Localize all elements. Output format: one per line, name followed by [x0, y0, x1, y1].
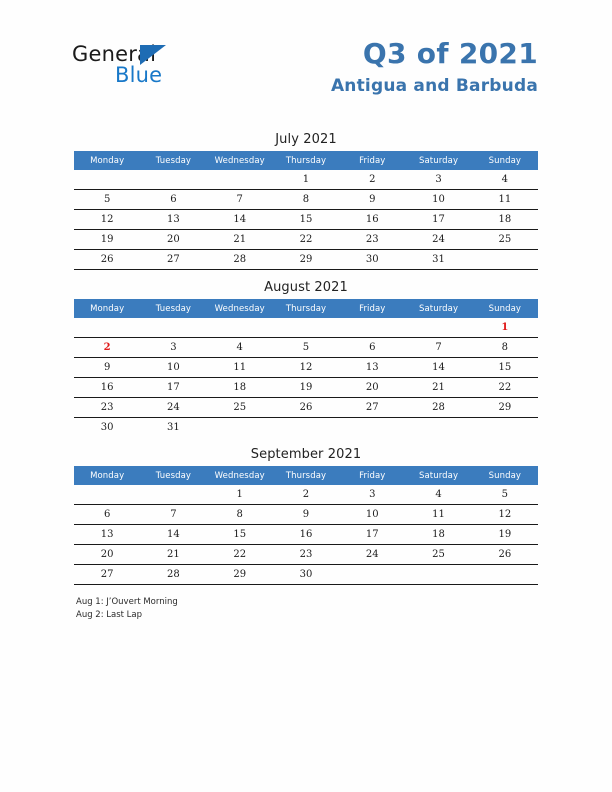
day-cell[interactable]: 8 [273, 190, 339, 210]
weekday-header-wednesday: Wednesday [207, 466, 273, 485]
day-cell[interactable]: 18 [207, 378, 273, 398]
month-title: September 2021 [250, 447, 362, 462]
day-cell[interactable]: 18 [405, 525, 471, 545]
day-cell[interactable]: 13 [74, 525, 140, 545]
holiday-note-line: Aug 2: Last Lap [76, 610, 143, 621]
day-cell[interactable]: 21 [140, 545, 206, 565]
day-cell-empty [74, 485, 140, 505]
day-cell[interactable]: 9 [273, 505, 339, 525]
day-cell[interactable]: 25 [207, 398, 273, 418]
day-cell[interactable]: 8 [207, 505, 273, 525]
day-cell[interactable]: 10 [140, 358, 206, 378]
week-row [74, 505, 538, 525]
weekday-header-monday: Monday [74, 299, 140, 318]
day-cell[interactable]: 6 [140, 190, 206, 210]
day-cell[interactable]: 13 [140, 210, 206, 230]
day-cell-empty [207, 318, 273, 338]
day-cell[interactable]: 28 [405, 398, 471, 418]
day-cell[interactable]: 25 [472, 230, 538, 250]
day-cell[interactable]: 24 [405, 230, 471, 250]
day-cell[interactable]: 26 [273, 398, 339, 418]
weekday-header-saturday: Saturday [405, 151, 471, 170]
weekday-header-friday: Friday [339, 299, 405, 318]
day-cell[interactable]: 10 [405, 190, 471, 210]
day-cell-empty [207, 418, 273, 438]
day-cell[interactable]: 12 [472, 505, 538, 525]
day-cell[interactable]: 18 [472, 210, 538, 230]
day-cell[interactable]: 2 [339, 170, 405, 190]
day-cell[interactable]: 24 [339, 545, 405, 565]
weekday-header-row [74, 151, 538, 170]
day-cell-empty [405, 565, 471, 585]
day-cell[interactable]: 1 [273, 170, 339, 190]
week-row [74, 418, 538, 438]
week-row [74, 545, 538, 565]
month-title: August 2021 [264, 280, 348, 295]
week-row [74, 250, 538, 270]
day-cell[interactable]: 1 [207, 485, 273, 505]
quarter-calendars [74, 132, 538, 595]
weekday-header-monday: Monday [74, 151, 140, 170]
day-cell[interactable]: 7 [140, 505, 206, 525]
day-cell-empty [273, 418, 339, 438]
day-cell[interactable]: 4 [405, 485, 471, 505]
week-row [74, 525, 538, 545]
day-cell[interactable]: 10 [339, 505, 405, 525]
day-cell[interactable]: 11 [207, 358, 273, 378]
day-cell[interactable]: 13 [339, 358, 405, 378]
weekday-header-thursday: Thursday [273, 466, 339, 485]
day-cell[interactable]: 17 [405, 210, 471, 230]
day-cell[interactable]: 4 [472, 170, 538, 190]
day-cell[interactable]: 19 [472, 525, 538, 545]
day-cell[interactable]: 21 [405, 378, 471, 398]
day-cell[interactable]: 25 [405, 545, 471, 565]
month-title: July 2021 [275, 132, 337, 147]
day-cell[interactable]: 30 [273, 565, 339, 585]
day-cell[interactable]: 3 [140, 338, 206, 358]
month-block [74, 447, 538, 585]
day-cell-empty [472, 250, 538, 270]
weekday-header-wednesday: Wednesday [207, 151, 273, 170]
logo-text-blue: Blue [115, 63, 163, 87]
day-cell[interactable]: 21 [207, 230, 273, 250]
day-cell[interactable]: 11 [472, 190, 538, 210]
day-cell[interactable]: 9 [339, 190, 405, 210]
day-cell[interactable]: 29 [472, 398, 538, 418]
day-cell[interactable]: 14 [140, 525, 206, 545]
day-cell[interactable]: 23 [273, 545, 339, 565]
day-cell[interactable]: 15 [273, 210, 339, 230]
logo-triangle-icon [140, 45, 166, 65]
day-cell[interactable]: 19 [74, 230, 140, 250]
month-grid [74, 151, 538, 270]
weekday-header-monday: Monday [74, 466, 140, 485]
day-cell[interactable]: 17 [339, 525, 405, 545]
day-cell[interactable]: 29 [273, 250, 339, 270]
day-cell[interactable]: 27 [140, 250, 206, 270]
weekday-header-tuesday: Tuesday [140, 466, 206, 485]
day-cell[interactable]: 27 [74, 565, 140, 585]
holiday-notes [76, 596, 178, 622]
day-cell[interactable]: 15 [207, 525, 273, 545]
day-cell-empty [339, 418, 405, 438]
day-cell-empty [405, 318, 471, 338]
country-subtitle: Antigua and Barbuda [330, 76, 538, 97]
day-cell-holiday[interactable]: 1 [472, 318, 538, 338]
day-cell-empty [339, 565, 405, 585]
day-cell[interactable]: 17 [140, 378, 206, 398]
week-row [74, 378, 538, 398]
day-cell[interactable]: 31 [167, 422, 180, 433]
week-row [74, 210, 538, 230]
day-cell[interactable]: 5 [273, 338, 339, 358]
day-cell[interactable]: 24 [140, 398, 206, 418]
day-cell-empty [472, 418, 538, 438]
weekday-header-saturday: Saturday [405, 466, 471, 485]
day-cell-empty [472, 565, 538, 585]
day-cell-empty [273, 318, 339, 338]
day-cell[interactable]: 30 [100, 422, 114, 433]
day-cell-empty [339, 318, 405, 338]
title-block [331, 38, 538, 96]
day-cell[interactable]: 8 [472, 338, 538, 358]
day-cell[interactable]: 28 [207, 250, 273, 270]
day-cell[interactable]: 26 [74, 250, 140, 270]
day-cell[interactable]: 22 [472, 378, 538, 398]
logo-text-general: General [72, 42, 157, 66]
day-cell[interactable]: 14 [405, 358, 471, 378]
day-cell[interactable]: 30 [339, 250, 405, 270]
day-cell[interactable]: 2 [273, 485, 339, 505]
day-cell[interactable]: 31 [405, 250, 471, 270]
weekday-header-saturday: Saturday [405, 299, 471, 318]
day-cell[interactable]: 28 [140, 565, 206, 585]
day-cell[interactable]: 29 [207, 565, 273, 585]
day-cell[interactable]: 16 [273, 525, 339, 545]
day-cell[interactable]: 11 [405, 505, 471, 525]
day-cell-empty [140, 485, 206, 505]
day-cell[interactable]: 9 [74, 358, 140, 378]
weekday-header-row [74, 299, 538, 318]
week-row [74, 485, 538, 505]
weekday-header-tuesday: Tuesday [140, 151, 206, 170]
day-cell-empty [74, 170, 140, 190]
month-grid [74, 466, 538, 585]
weekday-header-thursday: Thursday [273, 299, 339, 318]
day-cell[interactable]: 27 [339, 398, 405, 418]
day-cell-empty [140, 318, 206, 338]
day-cell[interactable]: 26 [472, 545, 538, 565]
month-block [74, 280, 538, 437]
holiday-note-line: Aug 1: J’Ouvert Morning [76, 597, 178, 607]
day-cell[interactable]: 6 [74, 505, 140, 525]
week-row [74, 170, 538, 190]
week-row [74, 358, 538, 378]
day-cell[interactable]: 14 [207, 210, 273, 230]
day-cell[interactable]: 20 [74, 545, 140, 565]
day-cell[interactable]: 5 [74, 190, 140, 210]
day-cell[interactable]: 20 [339, 378, 405, 398]
day-cell[interactable]: 20 [140, 230, 206, 250]
day-cell[interactable]: 22 [207, 545, 273, 565]
day-cell[interactable]: 6 [339, 338, 405, 358]
weekday-header-sunday: Sunday [472, 151, 538, 170]
day-cell[interactable]: 7 [405, 338, 471, 358]
day-cell[interactable]: 22 [273, 230, 339, 250]
general-blue-logo [72, 42, 282, 92]
weekday-header-wednesday: Wednesday [207, 299, 273, 318]
day-cell-empty [207, 170, 273, 190]
day-cell[interactable]: 15 [472, 358, 538, 378]
weekday-header-thursday: Thursday [273, 151, 339, 170]
week-row [74, 190, 538, 210]
week-row [74, 230, 538, 250]
day-cell[interactable]: 3 [405, 170, 471, 190]
day-cell[interactable]: 5 [472, 485, 538, 505]
day-cell-holiday[interactable]: 2 [74, 338, 140, 358]
weekday-header-sunday: Sunday [472, 299, 538, 318]
day-cell[interactable]: 16 [74, 378, 140, 398]
week-row [74, 565, 538, 585]
day-cell[interactable]: 23 [339, 230, 405, 250]
day-cell-empty [74, 318, 140, 338]
week-row [74, 338, 538, 358]
weekday-header-friday: Friday [339, 151, 405, 170]
day-cell-empty [405, 418, 471, 438]
weekday-header-row [74, 466, 538, 485]
day-cell[interactable]: 12 [74, 210, 140, 230]
day-cell[interactable]: 4 [207, 338, 273, 358]
day-cell-empty [140, 170, 206, 190]
day-cell[interactable]: 23 [74, 398, 140, 418]
day-cell[interactable]: 16 [339, 210, 405, 230]
weekday-header-friday: Friday [339, 466, 405, 485]
weekday-header-tuesday: Tuesday [140, 299, 206, 318]
month-block [74, 132, 538, 270]
day-cell[interactable]: 3 [339, 485, 405, 505]
day-cell[interactable]: 7 [207, 190, 273, 210]
page-title: Q3 of 2021 [362, 37, 538, 70]
day-cell[interactable]: 12 [273, 358, 339, 378]
week-row [74, 318, 538, 338]
weekday-header-sunday: Sunday [472, 466, 538, 485]
day-cell[interactable]: 19 [273, 378, 339, 398]
month-grid [74, 299, 538, 437]
week-row [74, 398, 538, 418]
page-header [0, 0, 612, 120]
